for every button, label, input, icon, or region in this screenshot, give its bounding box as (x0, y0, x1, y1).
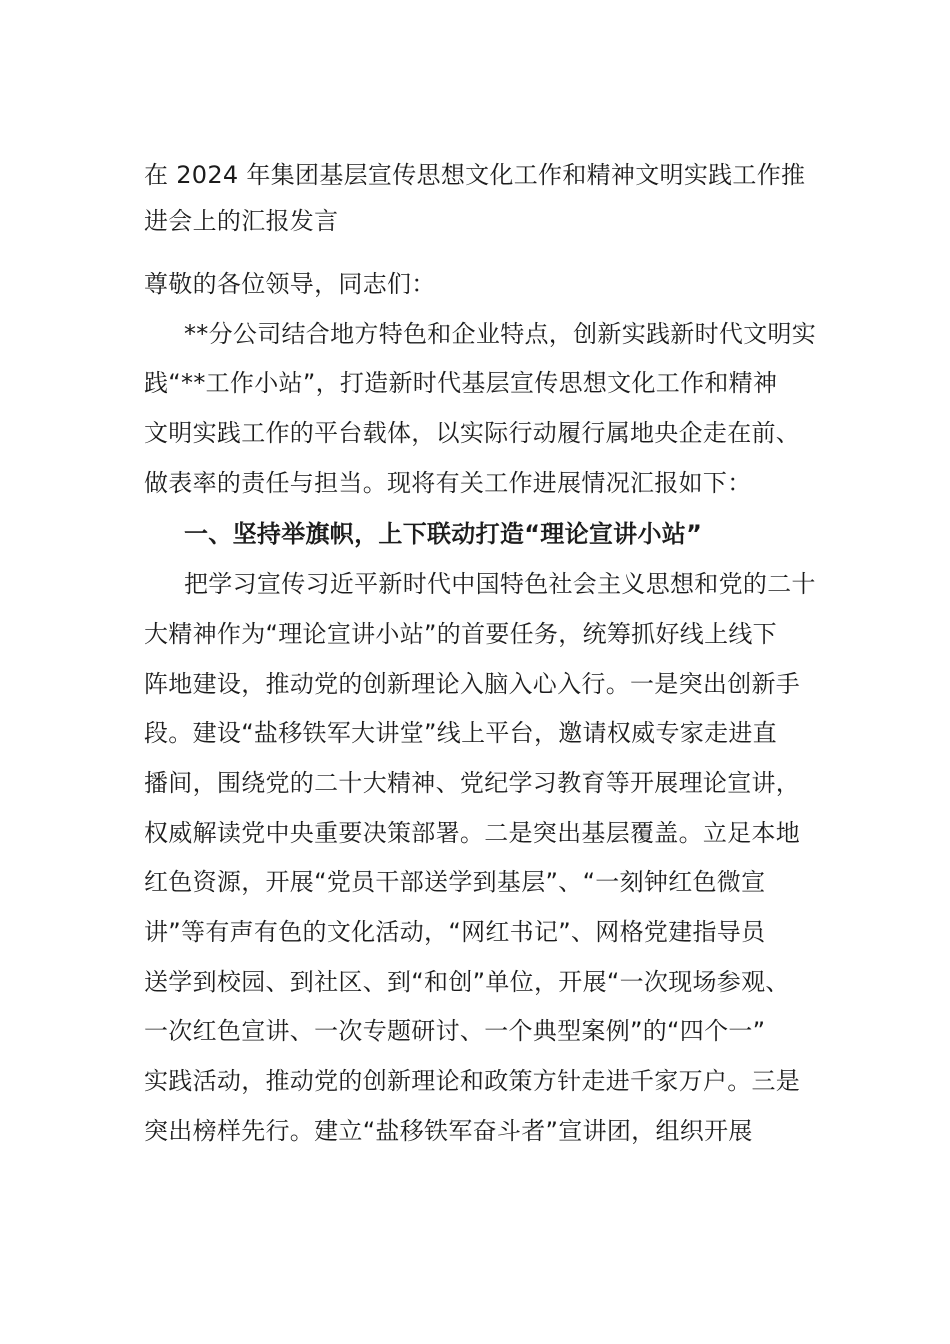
salutation: 尊敬的各位领导，同志们： (144, 270, 436, 298)
paragraph-line: 播间，围绕党的二十大精神、党纪学习教育等开展理论宣讲， (144, 768, 801, 797)
paragraph-line: **分公司结合地方特色和企业特点，创新实践新时代文明实 (184, 319, 817, 348)
paragraph-line: 大精神作为“理论宣讲小站”的首要任务，统筹抓好线上线下 (144, 619, 777, 648)
spacer (144, 244, 814, 260)
section-paragraph (144, 560, 814, 1156)
paragraph-line: 践“**工作小站”，打造新时代基层宣传思想文化工作和精神 (144, 369, 778, 398)
paragraph-line: 一次红色宣讲、一次专题研讨、一个典型案例”的“四个一” (144, 1017, 766, 1046)
paragraph-line: 做表率的责任与担当。现将有关工作进展情况汇报如下： (144, 468, 752, 497)
intro-paragraph (144, 310, 817, 509)
paragraph-line: 段。建设“盐移铁军大讲堂”线上平台，邀请权威专家走进直 (144, 719, 777, 748)
document-body (144, 152, 817, 1156)
paragraph-line: 讲”等有声有色的文化活动，“网红书记”、网格党建指导员 (144, 917, 766, 946)
section-heading: 一、坚持举旗帜，上下联动打造“理论宣讲小站” (184, 520, 703, 549)
paragraph-line: 突出榜样先行。建立“盐移铁军奋斗者”宣讲团，组织开展 (144, 1116, 753, 1145)
title-line: 在 2024 年集团基层宣传思想文化工作和精神文明实践工作推 (144, 161, 806, 189)
paragraph-line: 送学到校园、到社区、到“和创”单位，开展“一次现场参观、 (144, 967, 790, 996)
title-line: 进会上的汇报发言 (144, 207, 339, 235)
paragraph-line: 阵地建设，推动党的创新理论入脑入心入行。一是突出创新手 (144, 669, 801, 698)
paragraph-line: 文明实践工作的平台载体，以实际行动履行属地央企走在前、 (144, 419, 801, 448)
document-title (144, 152, 814, 244)
paragraph-line: 红色资源，开展“党员干部送学到基层”、“一刻钟红色微宣 (144, 868, 766, 897)
paragraph-line: 权威解读党中央重要决策部署。二是突出基层覆盖。立足本地 (144, 818, 801, 847)
paragraph-line: 实践活动，推动党的创新理论和政策方针走进千家万户。三是 (144, 1067, 801, 1095)
paragraph-line: 把学习宣传习近平新时代中国特色社会主义思想和党的二十 (184, 570, 816, 599)
